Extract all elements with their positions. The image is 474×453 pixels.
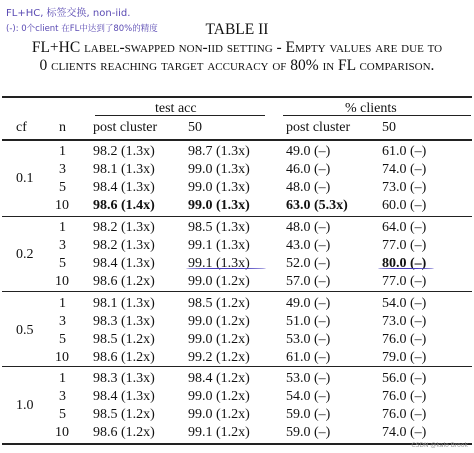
table-cell-fifty-acc: 98.4 (1.2x)	[188, 371, 250, 386]
table-cell-fifty-clients: 60.0 (–)	[382, 198, 427, 213]
table-cell-post-cluster-acc: 98.4 (1.3x)	[93, 180, 155, 195]
cf-value: 1.0	[16, 398, 34, 413]
table-cell-fifty-acc: 99.0 (1.2x)	[188, 314, 250, 329]
header-50-acc: 50	[188, 120, 202, 135]
header-post-cluster-acc: post cluster	[93, 120, 158, 135]
table-cell-post-cluster-acc: 98.6 (1.2x)	[93, 350, 155, 365]
table-caption-line2: 0 clients reaching target accuracy of 80% in FL comparison.	[39, 57, 435, 74]
table-cell-post-cluster-clients: 53.0 (–)	[286, 371, 331, 386]
table-cell-fifty-acc: 99.0 (1.3x)	[188, 162, 250, 177]
table-cell-post-cluster-clients: 51.0 (–)	[286, 314, 331, 329]
table-cell-n-value: 1	[59, 220, 66, 235]
table-cell-post-cluster-clients: 49.0 (–)	[286, 296, 331, 311]
header-test-acc: test acc	[155, 101, 197, 116]
table-cell-post-cluster-acc: 98.2 (1.3x)	[93, 238, 155, 253]
top-rule	[2, 96, 472, 98]
table-cell-fifty-clients: 76.0 (–)	[382, 407, 427, 422]
table-cell-post-cluster-clients: 49.0 (–)	[286, 144, 331, 159]
table-cell-post-cluster-clients: 52.0 (–)	[286, 256, 331, 271]
table-cell-post-cluster-clients: 53.0 (–)	[286, 332, 331, 347]
table-cell-fifty-acc: 98.5 (1.3x)	[188, 220, 250, 235]
table-caption-line1: FL+HC label-swapped non-iid setting - Empty values are due to	[31, 39, 443, 56]
table-cell-fifty-clients: 77.0 (–)	[382, 274, 427, 289]
table-cell-n-value: 10	[55, 198, 69, 213]
table-cell-post-cluster-clients: 43.0 (–)	[286, 238, 331, 253]
table-cell-fifty-acc: 99.0 (1.3x)	[188, 198, 250, 213]
table-cell-post-cluster-acc: 98.6 (1.4x)	[93, 198, 155, 213]
table-cell-n-value: 10	[55, 274, 69, 289]
table-cell-fifty-acc: 99.0 (1.2x)	[188, 332, 250, 347]
table-cell-n-value: 3	[59, 314, 66, 329]
table-cell-post-cluster-acc: 98.1 (1.3x)	[93, 162, 155, 177]
table-cell-fifty-clients: 64.0 (–)	[382, 220, 427, 235]
table-cell-fifty-clients: 56.0 (–)	[382, 371, 427, 386]
table-cell-fifty-acc: 99.1 (1.2x)	[188, 425, 250, 440]
watermark: CSDN @kalo Brook	[411, 442, 468, 449]
header-50-clients: 50	[382, 120, 396, 135]
handwritten-underline-2	[378, 268, 434, 269]
table-cell-n-value: 3	[59, 162, 66, 177]
table-cell-fifty-clients: 73.0 (–)	[382, 314, 427, 329]
table-cell-post-cluster-clients: 54.0 (–)	[286, 389, 331, 404]
handwritten-annotation-line2: (-): 0个client 在FL中达到了80%的精度	[6, 24, 158, 34]
table-cell-n-value: 10	[55, 350, 69, 365]
table-cell-post-cluster-acc: 98.5 (1.2x)	[93, 407, 155, 422]
table-cell-post-cluster-acc: 98.3 (1.3x)	[93, 371, 155, 386]
table-cell-post-cluster-acc: 98.4 (1.3x)	[93, 256, 155, 271]
header-n: n	[59, 120, 66, 135]
table-cell-post-cluster-acc: 98.1 (1.3x)	[93, 296, 155, 311]
table-cell-post-cluster-acc: 98.6 (1.2x)	[93, 274, 155, 289]
handwritten-annotation-line1: FL+HC, 标签交换, non-iid.	[6, 8, 131, 19]
table-cell-post-cluster-acc: 98.2 (1.3x)	[93, 220, 155, 235]
table-cell-post-cluster-acc: 98.6 (1.2x)	[93, 425, 155, 440]
header-cf: cf	[16, 120, 27, 135]
table-cell-fifty-clients: 76.0 (–)	[382, 389, 427, 404]
table-cell-fifty-clients: 74.0 (–)	[382, 162, 427, 177]
header-rule	[2, 139, 472, 141]
table-cell-fifty-acc: 99.0 (1.2x)	[188, 389, 250, 404]
table-cell-post-cluster-clients: 59.0 (–)	[286, 407, 331, 422]
table-cell-n-value: 3	[59, 238, 66, 253]
table-cell-post-cluster-clients: 59.0 (–)	[286, 425, 331, 440]
table-cell-post-cluster-acc: 98.5 (1.2x)	[93, 332, 155, 347]
header-clients: % clients	[345, 101, 397, 116]
group-rule-2	[2, 291, 472, 292]
table-cell-post-cluster-acc: 98.2 (1.3x)	[93, 144, 155, 159]
table-cell-post-cluster-acc: 98.3 (1.3x)	[93, 314, 155, 329]
table-cell-fifty-acc: 99.1 (1.3x)	[188, 256, 250, 271]
table-cell-post-cluster-clients: 48.0 (–)	[286, 220, 331, 235]
table-cell-post-cluster-clients: 63.0 (5.3x)	[286, 198, 348, 213]
table-cell-fifty-clients: 80.0 (–)	[382, 256, 427, 271]
table-cell-post-cluster-clients: 61.0 (–)	[286, 350, 331, 365]
group-rule-3	[2, 366, 472, 367]
table-cell-fifty-clients: 74.0 (–)	[382, 425, 427, 440]
table-cell-fifty-acc: 99.1 (1.3x)	[188, 238, 250, 253]
table-cell-fifty-acc: 99.2 (1.2x)	[188, 350, 250, 365]
table-cell-n-value: 10	[55, 425, 69, 440]
table-cell-n-value: 1	[59, 144, 66, 159]
cf-value: 0.5	[16, 323, 34, 338]
table-cell-n-value: 5	[59, 407, 66, 422]
table-cell-n-value: 1	[59, 371, 66, 386]
cf-value: 0.1	[16, 171, 34, 186]
table-cell-fifty-acc: 98.5 (1.2x)	[188, 296, 250, 311]
table-cell-fifty-acc: 99.0 (1.3x)	[188, 180, 250, 195]
table-cell-fifty-clients: 54.0 (–)	[382, 296, 427, 311]
table-cell-fifty-acc: 99.0 (1.2x)	[188, 407, 250, 422]
table-title: TABLE II	[205, 21, 269, 38]
table-cell-n-value: 5	[59, 332, 66, 347]
table-cell-n-value: 1	[59, 296, 66, 311]
table-cell-fifty-clients: 76.0 (–)	[382, 332, 427, 347]
table-cell-post-cluster-clients: 57.0 (–)	[286, 274, 331, 289]
table-cell-n-value: 5	[59, 180, 66, 195]
header-post-cluster-clients: post cluster	[286, 120, 351, 135]
table-cell-post-cluster-clients: 46.0 (–)	[286, 162, 331, 177]
table-cell-fifty-acc: 98.7 (1.3x)	[188, 144, 250, 159]
table-cell-post-cluster-clients: 48.0 (–)	[286, 180, 331, 195]
table-cell-fifty-clients: 77.0 (–)	[382, 238, 427, 253]
table-cell-post-cluster-acc: 98.4 (1.3x)	[93, 389, 155, 404]
table-cell-fifty-clients: 79.0 (–)	[382, 350, 427, 365]
cf-value: 0.2	[16, 247, 34, 262]
table-cell-n-value: 3	[59, 389, 66, 404]
handwritten-underline-1	[186, 268, 266, 269]
group-rule-1	[2, 216, 472, 217]
table-cell-fifty-clients: 73.0 (–)	[382, 180, 427, 195]
table-cell-n-value: 5	[59, 256, 66, 271]
table-cell-fifty-clients: 61.0 (–)	[382, 144, 427, 159]
table-cell-fifty-acc: 99.0 (1.2x)	[188, 274, 250, 289]
bottom-rule	[2, 443, 472, 445]
